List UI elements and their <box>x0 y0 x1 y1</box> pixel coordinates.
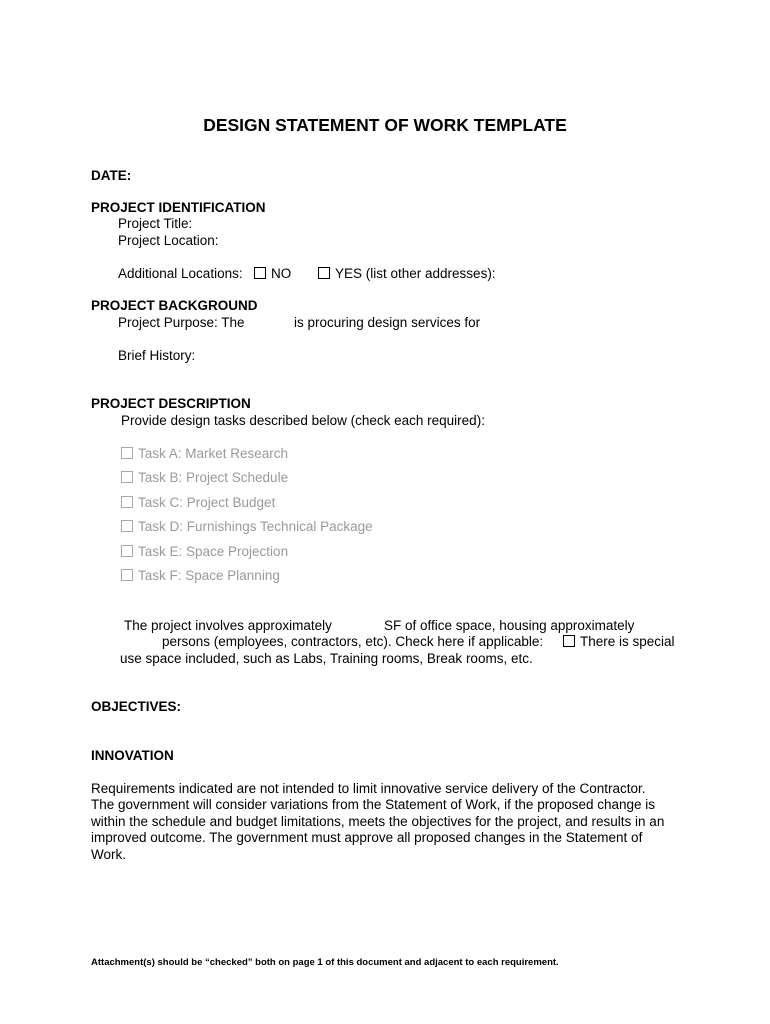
no-option[interactable] <box>254 266 291 281</box>
date-label: DATE: <box>91 168 132 183</box>
task-b-label: Task B: Project Schedule <box>138 470 289 485</box>
innovation-line-5: Work. <box>91 847 127 862</box>
task-a-checkbox[interactable] <box>121 447 133 459</box>
task-f-checkbox[interactable] <box>121 569 133 581</box>
innovation-heading: INNOVATION <box>91 748 174 763</box>
footer-note: Attachment(s) should be “checked” both on page 1 of this document and adjacent to each requirement. <box>91 957 559 968</box>
purpose-prefix: Project Purpose: The <box>118 315 245 330</box>
no-checkbox[interactable] <box>254 267 266 279</box>
yes-checkbox[interactable] <box>318 267 330 279</box>
project-location-label: Project Location: <box>118 233 219 248</box>
task-d-item[interactable] <box>121 519 373 534</box>
task-c-label: Task C: Project Budget <box>138 495 276 510</box>
innovation-line-2: The government will consider variations from the Statement of Work, if the proposed change is <box>91 797 656 812</box>
task-e-item[interactable] <box>121 544 288 559</box>
project-title-label: Project Title: <box>118 216 193 231</box>
involves-text-e: use space included, such as Labs, Training rooms, Break rooms, etc. <box>120 651 533 666</box>
purpose-suffix: is procuring design services for <box>294 315 481 330</box>
task-a-item[interactable] <box>121 446 288 461</box>
document-title: DESIGN STATEMENT OF WORK TEMPLATE <box>203 115 567 135</box>
task-c-checkbox[interactable] <box>121 496 133 508</box>
description-instruction: Provide design tasks described below (check each required): <box>121 413 485 428</box>
additional-locations-row <box>118 266 243 281</box>
description-heading: PROJECT DESCRIPTION <box>91 396 251 411</box>
innovation-line-4: improved outcome. The government must approve all proposed changes in the Statement of <box>91 830 643 845</box>
task-b-item[interactable] <box>121 470 288 485</box>
involves-text-a: The project involves approximately <box>124 618 332 633</box>
involves-text-b: SF of office space, housing approximately <box>384 618 635 633</box>
objectives-heading: OBJECTIVES: <box>91 699 182 714</box>
identification-heading: PROJECT IDENTIFICATION <box>91 200 266 215</box>
yes-option[interactable] <box>318 266 496 281</box>
task-e-checkbox[interactable] <box>121 545 133 557</box>
special-use-option[interactable] <box>563 634 675 649</box>
background-heading: PROJECT BACKGROUND <box>91 298 258 313</box>
task-a-label: Task A: Market Research <box>138 446 289 461</box>
no-label: NO <box>271 266 292 281</box>
task-d-checkbox[interactable] <box>121 520 133 532</box>
innovation-line-1: Requirements indicated are not intended to limit innovative service delivery of the Contractor. <box>91 781 646 796</box>
innovation-line-3: within the schedule and budget limitations, meets the objectives for the project, and results in an <box>91 814 665 829</box>
yes-label: YES (list other addresses): <box>335 266 496 281</box>
task-b-checkbox[interactable] <box>121 471 133 483</box>
involves-text-c: persons (employees, contractors, etc). Check here if applicable: <box>162 634 544 649</box>
involves-text-d: There is special <box>580 634 675 649</box>
task-c-item[interactable] <box>121 495 275 510</box>
task-d-label: Task D: Furnishings Technical Package <box>138 519 373 534</box>
additional-locations-label: Additional Locations: <box>118 266 243 281</box>
brief-history-label: Brief History: <box>118 348 196 363</box>
task-f-item[interactable] <box>121 568 280 583</box>
special-use-checkbox[interactable] <box>563 635 575 647</box>
task-f-label: Task F: Space Planning <box>138 568 280 583</box>
task-e-label: Task E: Space Projection <box>138 544 289 559</box>
